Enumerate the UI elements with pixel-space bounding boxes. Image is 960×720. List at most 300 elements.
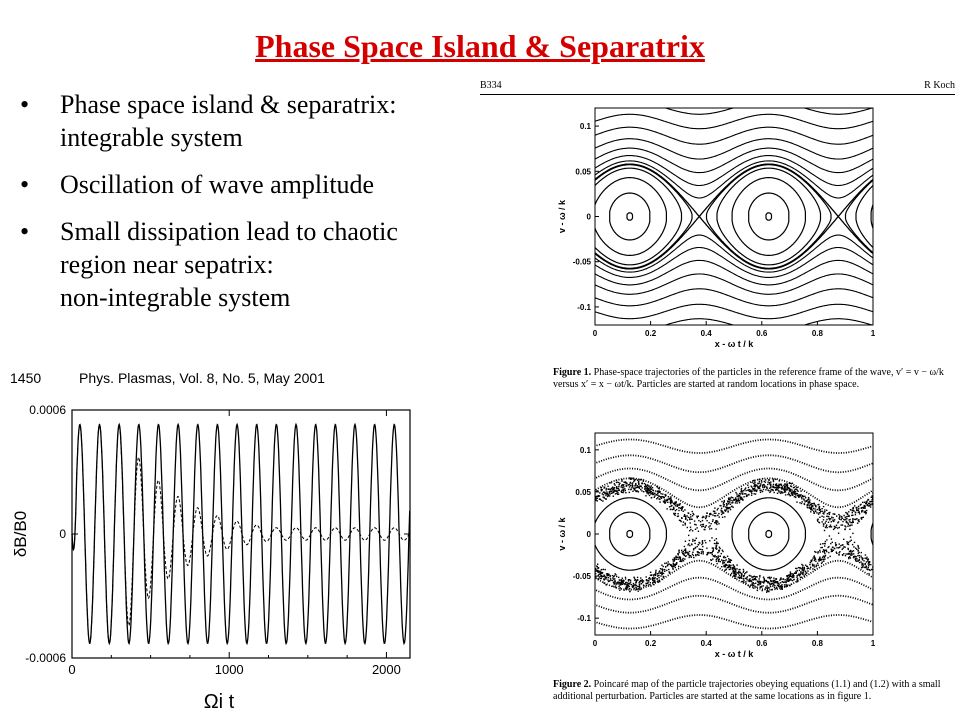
scatter-point <box>659 580 660 581</box>
scatter-point <box>858 506 859 507</box>
scatter-point <box>702 543 703 544</box>
scatter-point <box>606 498 607 499</box>
scatter-point <box>615 581 616 582</box>
scatter-point <box>632 586 633 587</box>
scatter-point <box>771 577 772 578</box>
scatter-point <box>706 548 707 549</box>
figure2-caption-line: Poincaré map of the particle trajectories obeying equations (1.1) and (1.2) with a small <box>593 679 941 690</box>
scatter-point <box>701 544 702 545</box>
scatter-point <box>780 582 781 583</box>
scatter-point <box>858 508 859 509</box>
scatter-point <box>598 574 599 575</box>
scatter-point <box>664 569 665 570</box>
trapped-orbit <box>593 178 666 256</box>
scatter-point <box>683 521 684 522</box>
scatter-point <box>818 522 819 523</box>
scatter-point <box>755 576 756 577</box>
scatter-point <box>852 510 853 511</box>
scatter-point <box>877 495 878 496</box>
scatter-point <box>832 542 833 543</box>
scatter-point <box>689 551 690 552</box>
scatter-point <box>743 576 744 577</box>
bullet-marker: • <box>20 90 30 119</box>
scatter-point <box>755 486 756 487</box>
scatter-point <box>796 568 797 569</box>
scatter-point <box>779 480 780 481</box>
scatter-point <box>797 495 798 496</box>
scatter-point <box>841 519 842 520</box>
scatter-point <box>643 491 644 492</box>
scatter-point <box>612 580 613 581</box>
bullet-text-line: Small dissipation lead to chaotic <box>60 217 398 246</box>
scatter-point <box>603 575 604 576</box>
scatter-point <box>741 575 742 576</box>
scatter-point <box>695 540 696 541</box>
scatter-point <box>825 527 826 528</box>
scatter-point <box>595 571 596 572</box>
scatter-point <box>819 512 820 513</box>
scatter-point <box>802 567 803 568</box>
scatter-point <box>647 491 648 492</box>
scatter-point <box>854 505 855 506</box>
scatter-point <box>659 501 660 502</box>
scatter-point <box>713 511 714 512</box>
scatter-point <box>742 494 743 495</box>
scatter-point <box>770 487 771 488</box>
scatter-point <box>724 560 725 561</box>
scatter-point <box>768 490 769 491</box>
scatter-point <box>590 503 591 504</box>
scatter-point <box>849 529 850 530</box>
scatter-point <box>590 501 591 502</box>
scatter-point <box>591 507 592 508</box>
scatter-point <box>624 488 625 489</box>
scatter-point <box>632 491 633 492</box>
scatter-point <box>687 527 688 528</box>
scatter-point <box>757 580 758 581</box>
scatter-point <box>685 523 686 524</box>
scatter-point <box>655 570 656 571</box>
scatter-point <box>748 494 749 495</box>
scatter-point <box>841 516 842 517</box>
scatter-point <box>685 516 686 517</box>
scatter-point <box>605 578 606 579</box>
scatter-point <box>595 496 596 497</box>
scatter-point <box>648 485 649 486</box>
scatter-point <box>755 485 756 486</box>
scatter-point <box>632 485 633 486</box>
scatter-point <box>726 565 727 566</box>
scatter-point <box>811 509 812 510</box>
scatter-point <box>845 526 846 527</box>
scatter-point <box>593 566 594 567</box>
scatter-point <box>620 587 621 588</box>
scatter-point <box>876 496 877 497</box>
scatter-point <box>732 500 733 501</box>
scatter-point <box>877 493 878 494</box>
scatter-point <box>664 501 665 502</box>
scatter-point <box>650 492 651 493</box>
scatter-point <box>723 502 724 503</box>
scatter-point <box>591 508 592 509</box>
x-tick-label: 2000 <box>371 662 401 677</box>
scatter-point <box>845 555 846 556</box>
scatter-point <box>666 508 667 509</box>
scatter-point <box>861 557 862 558</box>
scatter-point <box>780 577 781 578</box>
scatter-point <box>849 556 850 557</box>
scatter-point <box>648 493 649 494</box>
scatter-point <box>633 487 634 488</box>
scatter-point <box>800 572 801 573</box>
scatter-point <box>696 538 697 539</box>
scatter-point <box>621 490 622 491</box>
scatter-point <box>592 574 593 575</box>
scatter-point <box>754 576 755 577</box>
y-tick-label: 0.05 <box>575 487 591 497</box>
scatter-point <box>737 496 738 497</box>
scatter-point <box>714 522 715 523</box>
scatter-point <box>790 483 791 484</box>
scatter-point <box>648 584 649 585</box>
scatter-point <box>756 587 757 588</box>
scatter-point <box>621 481 622 482</box>
scatter-point <box>590 503 591 504</box>
scatter-point <box>744 489 745 490</box>
scatter-point <box>795 491 796 492</box>
scatter-point <box>776 587 777 588</box>
scatter-point <box>819 560 820 561</box>
scatter-point <box>752 490 753 491</box>
scatter-point <box>871 569 872 570</box>
scatter-point <box>649 495 650 496</box>
scatter-point <box>698 544 699 545</box>
scatter-point <box>690 522 691 523</box>
scatter-point <box>803 570 804 571</box>
scatter-point <box>750 575 751 576</box>
scatter-point <box>661 565 662 566</box>
scatter-point <box>660 575 661 576</box>
scatter-point <box>688 517 689 518</box>
scatter-point <box>823 525 824 526</box>
scatter-point <box>699 549 700 550</box>
x-tick-label: 0 <box>592 639 598 648</box>
scatter-point <box>785 487 786 488</box>
scatter-point <box>643 585 644 586</box>
scatter-point <box>749 581 750 582</box>
scatter-point <box>775 484 776 485</box>
scatter-point <box>727 511 728 512</box>
scatter-point <box>670 503 671 504</box>
scatter-point <box>782 589 783 590</box>
scatter-point <box>781 487 782 488</box>
scatter-point <box>614 487 615 488</box>
scatter-point <box>735 492 736 493</box>
scatter-point <box>791 573 792 574</box>
scatter-point <box>841 524 842 525</box>
scatter-point <box>592 562 593 563</box>
scatter-point <box>876 570 877 571</box>
scatter-point <box>826 524 827 525</box>
scatter-point <box>769 582 770 583</box>
scatter-point <box>739 500 740 501</box>
scatter-point <box>628 579 629 580</box>
scatter-point <box>681 552 682 553</box>
scatter-point <box>775 489 776 490</box>
scatter-point <box>837 522 838 523</box>
scatter-point <box>691 557 692 558</box>
scatter-point <box>870 504 871 505</box>
scatter-point <box>857 555 858 556</box>
scatter-point <box>591 495 592 496</box>
scatter-point <box>709 525 710 526</box>
scatter-point <box>716 556 717 557</box>
scatter-point <box>650 488 651 489</box>
scatter-point <box>614 580 615 581</box>
scatter-point <box>847 543 848 544</box>
scatter-point <box>814 508 815 509</box>
scatter-point <box>657 491 658 492</box>
scatter-point <box>601 489 602 490</box>
scatter-point <box>656 578 657 579</box>
scatter-point <box>603 582 604 583</box>
scatter-point <box>592 564 593 565</box>
scatter-point <box>746 579 747 580</box>
scatter-point <box>692 554 693 555</box>
scatter-point <box>611 493 612 494</box>
scatter-point <box>615 493 616 494</box>
scatter-point <box>698 516 699 517</box>
y-axis-label: v - ω / k <box>557 517 567 551</box>
scatter-point <box>681 517 682 518</box>
scatter-point <box>700 521 701 522</box>
scatter-point <box>729 565 730 566</box>
scatter-point <box>763 577 764 578</box>
scatter-point <box>696 527 697 528</box>
scatter-point <box>781 584 782 585</box>
x-axis-label: Ωi t <box>203 691 235 713</box>
scatter-point <box>670 496 671 497</box>
scatter-point <box>692 530 693 531</box>
bullet-list <box>20 88 490 328</box>
scatter-point <box>597 566 598 567</box>
scatter-point <box>682 558 683 559</box>
scatter-point <box>763 484 764 485</box>
scatter-point <box>806 501 807 502</box>
scatter-point <box>824 557 825 558</box>
scatter-point <box>824 558 825 559</box>
y-tick-label: 0 <box>59 527 66 541</box>
scatter-point <box>642 580 643 581</box>
scatter-point <box>597 500 598 501</box>
scatter-point <box>836 552 837 553</box>
scatter-point <box>723 557 724 558</box>
scatter-point <box>836 515 837 516</box>
scatter-point <box>825 521 826 522</box>
scatter-point <box>705 542 706 543</box>
scatter-point <box>843 539 844 540</box>
scatter-point <box>623 580 624 581</box>
scatter-point <box>876 572 877 573</box>
y-axis-label: v - ω / k <box>557 199 567 234</box>
scatter-point <box>832 551 833 552</box>
scatter-point <box>776 487 777 488</box>
scatter-point <box>673 566 674 567</box>
scatter-point <box>839 516 840 517</box>
scatter-point <box>724 562 725 563</box>
scatter-point <box>631 584 632 585</box>
scatter-point <box>820 547 821 548</box>
scatter-point <box>765 479 766 480</box>
scatter-point <box>608 577 609 578</box>
scatter-point <box>643 479 644 480</box>
scatter-point <box>828 552 829 553</box>
scatter-point <box>709 540 710 541</box>
scatter-point <box>592 508 593 509</box>
scatter-point <box>753 582 754 583</box>
scatter-point <box>815 506 816 507</box>
scatter-point <box>849 541 850 542</box>
scatter-point <box>767 581 768 582</box>
scatter-point <box>790 573 791 574</box>
scatter-point <box>703 526 704 527</box>
scatter-point <box>800 574 801 575</box>
bullet-text-line: region near sepatrix: <box>60 250 274 279</box>
x-tick-label: 0.4 <box>700 329 712 338</box>
scatter-point <box>864 564 865 565</box>
scatter-point <box>797 581 798 582</box>
scatter-point <box>676 509 677 510</box>
scatter-point <box>840 545 841 546</box>
scatter-point <box>811 505 812 506</box>
scatter-point <box>789 490 790 491</box>
scatter-point <box>767 588 768 589</box>
scatter-point <box>856 510 857 511</box>
scatter-point <box>591 569 592 570</box>
scatter-point <box>730 562 731 563</box>
scatter-point <box>830 525 831 526</box>
scatter-point <box>849 551 850 552</box>
scatter-point <box>790 571 791 572</box>
scatter-point <box>691 519 692 520</box>
scatter-point <box>804 499 805 500</box>
scatter-point <box>730 568 731 569</box>
scatter-point <box>714 515 715 516</box>
scatter-point <box>795 496 796 497</box>
scatter-point <box>739 577 740 578</box>
scatter-point <box>669 572 670 573</box>
scatter-point <box>634 489 635 490</box>
scatter-point <box>847 526 848 527</box>
scatter-point <box>873 499 874 500</box>
scatter-point <box>662 573 663 574</box>
scatter-point <box>714 555 715 556</box>
scatter-point <box>762 585 763 586</box>
scatter-point <box>616 582 617 583</box>
scatter-point <box>638 481 639 482</box>
trapped-orbit <box>749 193 789 240</box>
scatter-point <box>839 543 840 544</box>
scatter-point <box>716 542 717 543</box>
scatter-point <box>766 580 767 581</box>
scatter-point <box>841 517 842 518</box>
scatter-point <box>792 483 793 484</box>
scatter-point <box>591 570 592 571</box>
scatter-point <box>874 567 875 568</box>
scatter-point <box>690 527 691 528</box>
scatter-point <box>614 483 615 484</box>
scatter-point <box>686 552 687 553</box>
scatter-point <box>676 504 677 505</box>
scatter-point <box>675 510 676 511</box>
scatter-point <box>672 509 673 510</box>
scatter-point <box>774 582 775 583</box>
scatter-point <box>852 551 853 552</box>
scatter-point <box>728 561 729 562</box>
scatter-point <box>822 547 823 548</box>
scatter-point <box>842 521 843 522</box>
scatter-point <box>780 588 781 589</box>
scatter-point <box>794 489 795 490</box>
scatter-point <box>731 506 732 507</box>
scatter-point <box>843 553 844 554</box>
scatter-point <box>659 492 660 493</box>
scatter-point <box>602 500 603 501</box>
scatter-point <box>699 542 700 543</box>
scatter-point <box>703 524 704 525</box>
scatter-point <box>625 490 626 491</box>
scatter-point <box>728 508 729 509</box>
scatter-point <box>858 520 859 521</box>
scatter-point <box>702 520 703 521</box>
scatter-point <box>715 528 716 529</box>
scatter-point <box>848 558 849 559</box>
scatter-point <box>779 580 780 581</box>
scatter-point <box>633 586 634 587</box>
scatter-point <box>666 570 667 571</box>
scatter-point <box>655 490 656 491</box>
scatter-point <box>615 585 616 586</box>
scatter-point <box>780 579 781 580</box>
scatter-point <box>646 585 647 586</box>
scatter-point <box>809 499 810 500</box>
series-line-solid <box>72 425 410 644</box>
scatter-point <box>730 504 731 505</box>
scatter-point <box>633 577 634 578</box>
scatter-point <box>766 592 767 593</box>
scatter-point <box>875 496 876 497</box>
scatter-point <box>621 579 622 580</box>
scatter-point <box>751 493 752 494</box>
scatter-point <box>597 564 598 565</box>
scatter-point <box>830 543 831 544</box>
scatter-point <box>859 557 860 558</box>
scatter-point <box>710 523 711 524</box>
y-tick-label: 0.0006 <box>29 403 66 417</box>
scatter-point <box>804 504 805 505</box>
y-tick-label: -0.0006 <box>25 651 66 665</box>
scatter-point <box>601 569 602 570</box>
scatter-point <box>716 538 717 539</box>
scatter-point <box>689 555 690 556</box>
scatter-point <box>810 508 811 509</box>
scatter-point <box>646 576 647 577</box>
scatter-point <box>619 483 620 484</box>
scatter-point <box>845 512 846 513</box>
scatter-point <box>635 483 636 484</box>
scatter-point <box>693 557 694 558</box>
scatter-point <box>823 556 824 557</box>
